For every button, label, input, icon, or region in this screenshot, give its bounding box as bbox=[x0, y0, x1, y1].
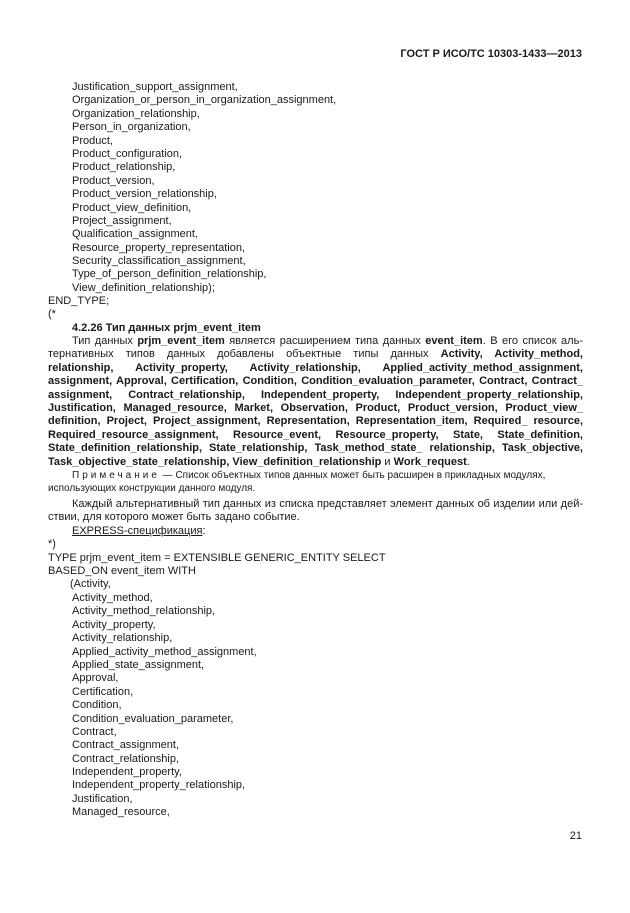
type-name-bold: definition, Project, Project_assignment, Representation, Representation_item, Required_ resource, bbox=[48, 415, 583, 428]
note-label: Примечание bbox=[72, 470, 160, 481]
top-type-list bbox=[48, 81, 583, 295]
note-text: — Список объектных типов данных может быть расширен в прикладных модулях, bbox=[159, 470, 546, 481]
list-item: Independent_property, bbox=[72, 766, 182, 779]
section-heading: 4.2.26 Тип данных prjm_event_item bbox=[72, 321, 261, 334]
based-on-line: BASED_ON event_item WITH bbox=[48, 564, 196, 577]
list-item: Security_classification_assignment, bbox=[72, 255, 246, 268]
list-item: Applied_state_assignment, bbox=[72, 658, 205, 671]
paragraph-line bbox=[48, 375, 583, 388]
para2-line1: Каждый альтернативный тип данных из списка представляет элемент данных об изделии или дей- bbox=[72, 498, 583, 510]
list-item: Certification, bbox=[72, 685, 134, 698]
list-item: Resource_property_representation, bbox=[72, 241, 246, 254]
list-item: Activity_relationship, bbox=[72, 632, 173, 645]
list-item: Activity_property, bbox=[72, 618, 156, 631]
list-item: Justification, bbox=[72, 792, 133, 805]
end-type-line: END_TYPE; bbox=[48, 295, 110, 307]
type-name-bold: Activity, Activity_method, bbox=[440, 348, 583, 361]
list-item: Qualification_assignment, bbox=[72, 228, 198, 241]
list-item: Product_version, bbox=[72, 174, 155, 187]
type-name-bold: State_definition_relationship, State_relationship, Task_method_state_ relationship, Task_objective, bbox=[48, 442, 583, 455]
list-item: Contract_relationship, bbox=[72, 752, 180, 765]
document-header: ГОСТ Р ИСО/ТС 10303-1433—2013 bbox=[400, 48, 582, 60]
type-name-bold: event_item bbox=[425, 335, 483, 347]
list-item: Independent_property_relationship, bbox=[72, 779, 246, 792]
paragraph-line bbox=[48, 402, 583, 415]
list-item: Person_in_organization, bbox=[72, 121, 191, 134]
list-item: Activity_method_relationship, bbox=[72, 605, 216, 618]
comment-open-line: (* bbox=[48, 308, 56, 321]
colon: : bbox=[202, 524, 206, 537]
paragraph-line bbox=[48, 348, 583, 361]
text-segment: тернативных типов данных добавлены объектные типы данных bbox=[48, 348, 441, 361]
comment-close-line: *) bbox=[48, 538, 56, 551]
list-item: Activity_method, bbox=[72, 592, 153, 604]
paragraph-line bbox=[48, 335, 583, 348]
list-item: Type_of_person_definition_relationship, bbox=[72, 268, 267, 281]
code-end-block bbox=[48, 295, 583, 335]
note-block bbox=[48, 469, 583, 496]
list-item: Managed_resource, bbox=[72, 806, 170, 819]
para2-block bbox=[48, 498, 583, 592]
text-segment: . В его список аль- bbox=[482, 335, 583, 347]
list-item: Justification_support_assignment, bbox=[72, 81, 238, 93]
text-segment: Тип данных bbox=[72, 335, 138, 347]
list-item: Approval, bbox=[72, 672, 119, 685]
text-segment: . bbox=[466, 455, 470, 468]
text-segment: является расширением типа данных bbox=[224, 335, 426, 347]
type-name-bold: Justification, Managed_resource, Market, Observation, Product, Product_version, Product_view_ bbox=[48, 401, 583, 414]
list-item: Product_version_relationship, bbox=[72, 188, 217, 201]
type-name-bold: prjm_event_item bbox=[137, 335, 225, 347]
type-name-bold: assignment, Contract_relationship, Independent_property, Independent_property_relationship, bbox=[48, 388, 583, 401]
open-item-line: (Activity, bbox=[70, 578, 111, 591]
type-name-bold: Work_request bbox=[393, 455, 467, 468]
type-name-bold: assignment, Approval, Certification, Condition, Condition_evaluation_parameter, Contract, Contract_ bbox=[48, 375, 583, 388]
list-item: Contract_assignment, bbox=[72, 739, 179, 752]
paragraph-line bbox=[48, 442, 583, 455]
type-name-bold: Task_objective_state_relationship, View_definition_relationship bbox=[48, 455, 382, 468]
list-item: Applied_activity_method_assignment, bbox=[72, 645, 257, 658]
type-declaration-line: TYPE prjm_event_item = EXTENSIBLE GENERIC_ENTITY SELECT bbox=[48, 551, 386, 564]
list-item: Product_view_definition, bbox=[72, 201, 192, 214]
list-item: Product, bbox=[72, 134, 113, 147]
page-number: 21 bbox=[569, 830, 582, 842]
description-paragraph bbox=[48, 335, 583, 469]
type-name-bold: Required_resource_assignment, Resource_event, Resource_property, State, State_definition, bbox=[48, 428, 583, 441]
text-segment: и bbox=[381, 455, 394, 468]
list-item: Organization_relationship, bbox=[72, 107, 200, 120]
type-name-bold: relationship, Activity_property, Activity_relationship, Applied_activity_method_assignment, bbox=[48, 361, 583, 374]
paragraph-line bbox=[48, 429, 583, 442]
note-text-cont: использующих конструкции данного модуля. bbox=[48, 483, 256, 495]
list-item: Condition, bbox=[72, 699, 122, 712]
para2-line2: ствии, для которого может быть задано событие. bbox=[48, 511, 300, 524]
list-item: Organization_or_person_in_organization_assignment, bbox=[72, 94, 337, 107]
list-item: Product_configuration, bbox=[72, 147, 183, 160]
list-item: Product_relationship, bbox=[72, 161, 176, 174]
list-item: View_definition_relationship); bbox=[72, 281, 215, 294]
bottom-type-list bbox=[48, 592, 583, 820]
paragraph-line bbox=[48, 362, 583, 375]
list-item: Project_assignment, bbox=[72, 214, 172, 227]
list-item: Condition_evaluation_parameter, bbox=[72, 712, 234, 725]
express-spec-label: EXPRESS-спецификация bbox=[72, 524, 203, 537]
paragraph-line bbox=[48, 389, 583, 402]
paragraph-line bbox=[48, 415, 583, 428]
paragraph-line bbox=[48, 456, 583, 469]
list-item: Contract, bbox=[72, 725, 117, 738]
